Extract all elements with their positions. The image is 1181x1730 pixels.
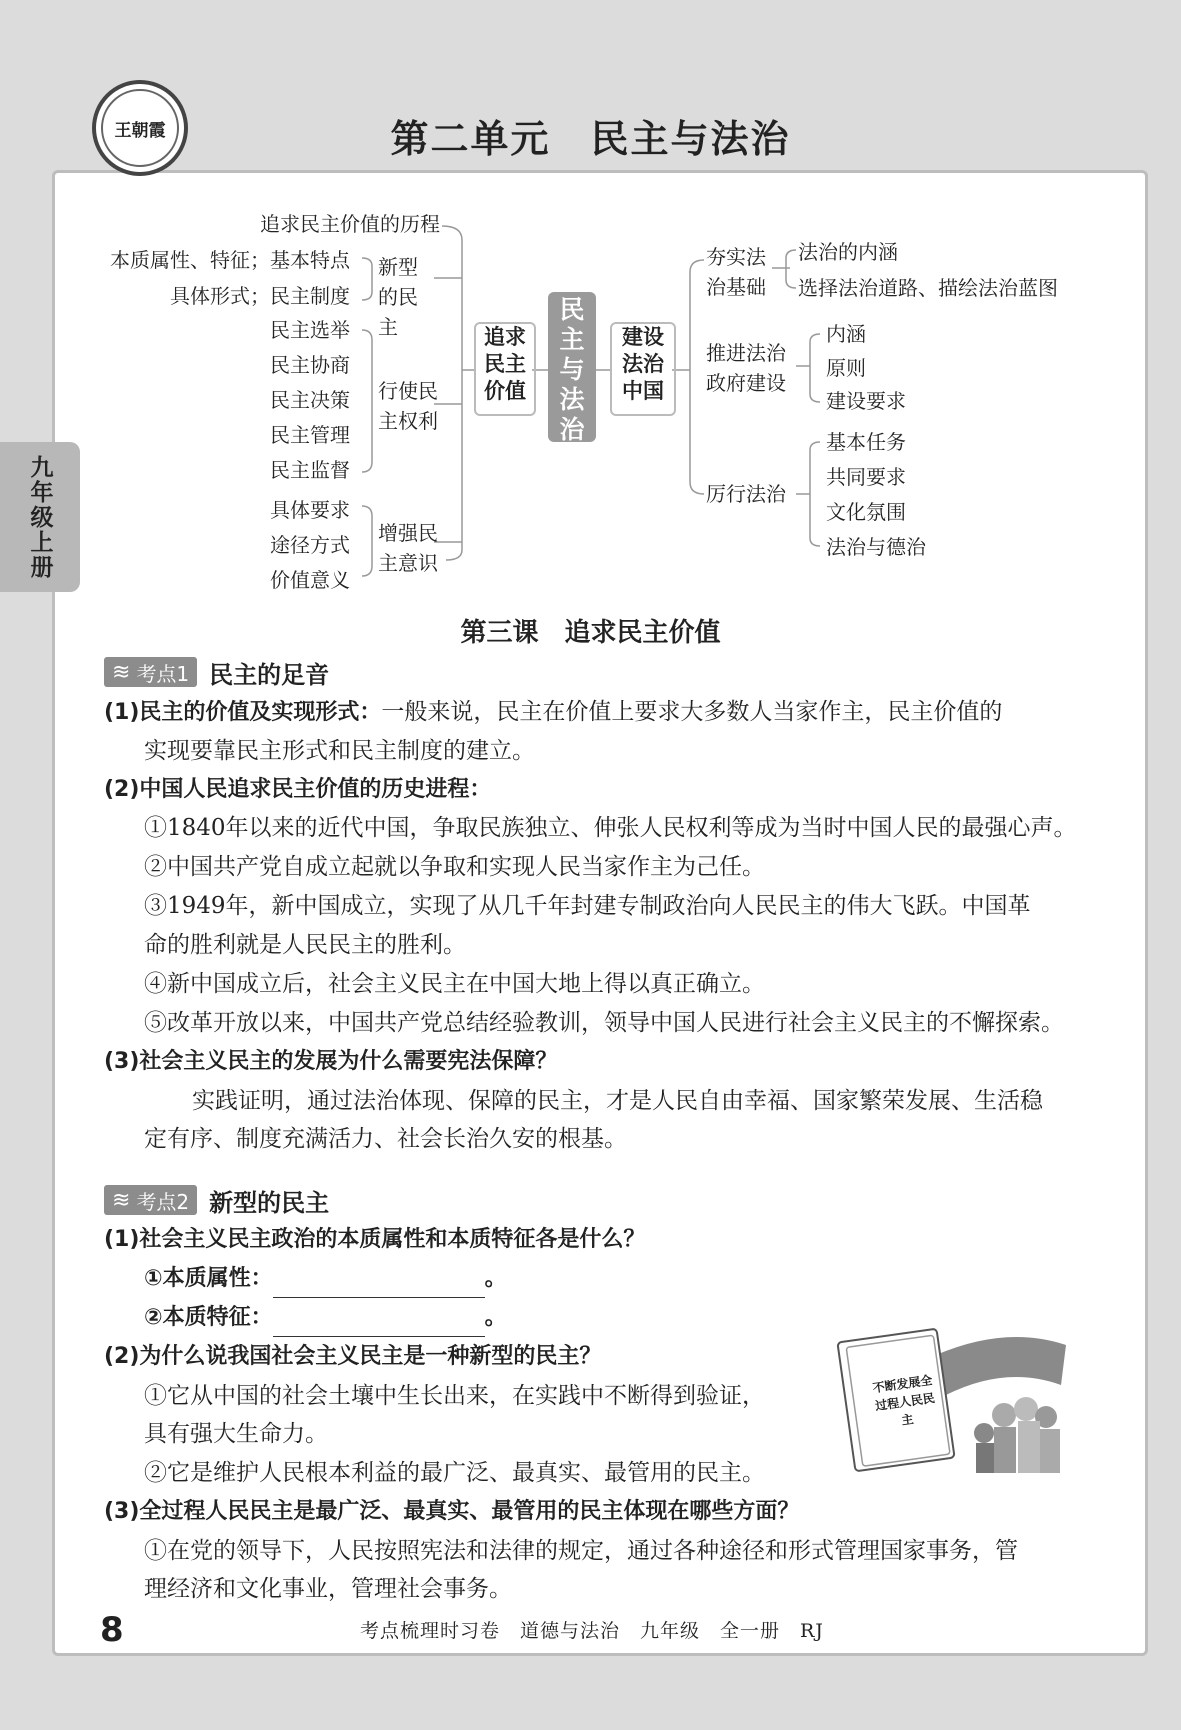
kp1-q2-item: ①1840年以来的近代中国，争取民族独立、伸张人民权利等成为当时中国人民的最强心声。 (144, 815, 1077, 841)
mindmap-item: 共同要求 (826, 465, 906, 489)
mindmap-item: 基本任务 (826, 430, 906, 454)
mindmap-item: 文化氛围 (826, 500, 906, 524)
kp1-q1-cont: 实现要靠民主形式和民主制度的建立。 (144, 738, 535, 764)
mindmap-item: 民主选举 (270, 318, 350, 342)
kp2-q2: (2)为什么说我国社会主义民主是一种新型的民主？ (104, 1344, 602, 1369)
mindmap-item: 民主协商 (270, 353, 350, 377)
page-number: 8 (100, 1610, 124, 1650)
kp2-q3-item: ①在党的领导下，人民按照宪法和法律的规定，通过各种途径和形式管理国家事务，管 (144, 1538, 1018, 1564)
mindmap-group-government: 推进法治政府建设 (706, 341, 786, 395)
mindmap-history: 追求民主价值的历程 (260, 212, 440, 236)
kp1-badge: ≋ 考点1 (104, 657, 197, 687)
logo-text: 王朝霞 (101, 89, 179, 167)
kp1-q1: (1)民主的价值及实现形式：一般来说，民主在价值上要求大多数人当家作主，民主价值的 (104, 699, 1003, 725)
knowledge-point-2 (104, 1184, 329, 1216)
mindmap-item: 原则 (826, 356, 866, 380)
kp2-q3: (3)全过程人民民主是最广泛、最真实、最管用的民主体现在哪些方面？ (104, 1499, 800, 1524)
kp1-q2-item: ②中国共产党自成立起就以争取和实现人民当家作主为己任。 (144, 854, 765, 880)
kp1-q2-item: ⑤改革开放以来，中国共产党总结经验教训，领导中国人民进行社会主义民主的不懈探索。 (144, 1010, 1064, 1036)
mindmap-right-branch: 建设法治中国 (610, 322, 676, 416)
mindmap-item: 民主管理 (270, 423, 350, 447)
kp1-q3: (3)社会主义民主的发展为什么需要宪法保障？ (104, 1049, 558, 1074)
mindmap-group-rule-of-law: 厉行法治 (706, 482, 786, 506)
unit-title: 第二单元 民主与法治 (390, 117, 791, 161)
kp2-q1-a: ①本质属性： 。 (144, 1260, 507, 1298)
mindmap-item: 选择法治道路、描绘法治蓝图 (798, 276, 1058, 300)
kp2-badge: ≋ 考点2 (104, 1185, 197, 1215)
kp1-q2: (2)中国人民追求民主价值的历史进程： (104, 777, 492, 802)
mindmap-item: 法治的内涵 (798, 240, 898, 264)
mindmap-item: 具体形式；民主制度 (170, 284, 350, 308)
mindmap-center: 民主与法治 (548, 292, 596, 442)
mindmap-item: 法治与德治 (826, 535, 926, 559)
kp2-q1-b: ②本质特征： 。 (144, 1299, 507, 1337)
mindmap-group-foundation: 夯实法治基础 (706, 245, 766, 299)
mindmap-item: 建设要求 (826, 389, 906, 413)
kp1-q3-text: 实践证明，通过法治体现、保障的民主，才是人民自由幸福、国家繁荣发展、生活稳 (192, 1088, 1043, 1114)
answer-blank[interactable] (273, 1312, 485, 1337)
lesson-title: 第三课 追求民主价值 (460, 618, 721, 648)
mindmap-item: 民主监督 (270, 458, 350, 482)
side-tab-label: 九年级上册 (26, 454, 53, 580)
mindmap-group-exercise-rights: 行使民主权利 (378, 379, 438, 433)
democracy-illustration (836, 1325, 1076, 1483)
illustration-caption: 不断发展全过程人民民主 (871, 1373, 936, 1428)
kp2-q3-item: 理经济和文化事业，管理社会事务。 (144, 1576, 512, 1602)
kp2-q1: (1)社会主义民主政治的本质属性和本质特征各是什么？ (104, 1227, 646, 1252)
mindmap-item: 价值意义 (270, 568, 350, 592)
answer-blank[interactable] (273, 1273, 485, 1298)
kp1-q3-text: 定有序、制度充满活力、社会长治久安的根基。 (144, 1126, 627, 1152)
kp2-q2-item: 具有强大生命力。 (144, 1421, 328, 1447)
mindmap-item: 民主决策 (270, 388, 350, 412)
mindmap-item: 本质属性、特征；基本特点 (110, 248, 350, 272)
mindmap-item: 具体要求 (270, 498, 350, 522)
mindmap-group-democracy-awareness: 增强民主意识 (378, 521, 438, 575)
wave-icon: ≋ (112, 659, 131, 685)
kp1-q2-item: ④新中国成立后，社会主义民主在中国大地上得以真正确立。 (144, 971, 765, 997)
mindmap-left-branch: 追求民主价值 (474, 322, 536, 416)
kp1-q2-item: 命的胜利就是人民民主的胜利。 (144, 932, 466, 958)
mindmap-group-new-democracy: 新型的民主 (378, 255, 418, 339)
kp2-q2-item: ②它是维护人民根本利益的最广泛、最真实、最管用的民主。 (144, 1460, 765, 1486)
knowledge-point-1 (104, 656, 329, 688)
mindmap-item: 途径方式 (270, 533, 350, 557)
kp2-title: 新型的民主 (209, 1188, 330, 1217)
mindmap-item: 内涵 (826, 322, 866, 346)
kp1-q2-item: ③1949年，新中国成立，实现了从几千年封建专制政治向人民民主的伟大飞跃。中国革 (144, 893, 1031, 919)
wave-icon: ≋ (112, 1187, 131, 1213)
kp1-title: 民主的足音 (209, 660, 330, 689)
kp2-q2-item: ①它从中国的社会土壤中生长出来，在实践中不断得到验证， (144, 1383, 765, 1409)
footer-text: 考点梳理时习卷 道德与法治 九年级 全一册 RJ (360, 1620, 824, 1642)
